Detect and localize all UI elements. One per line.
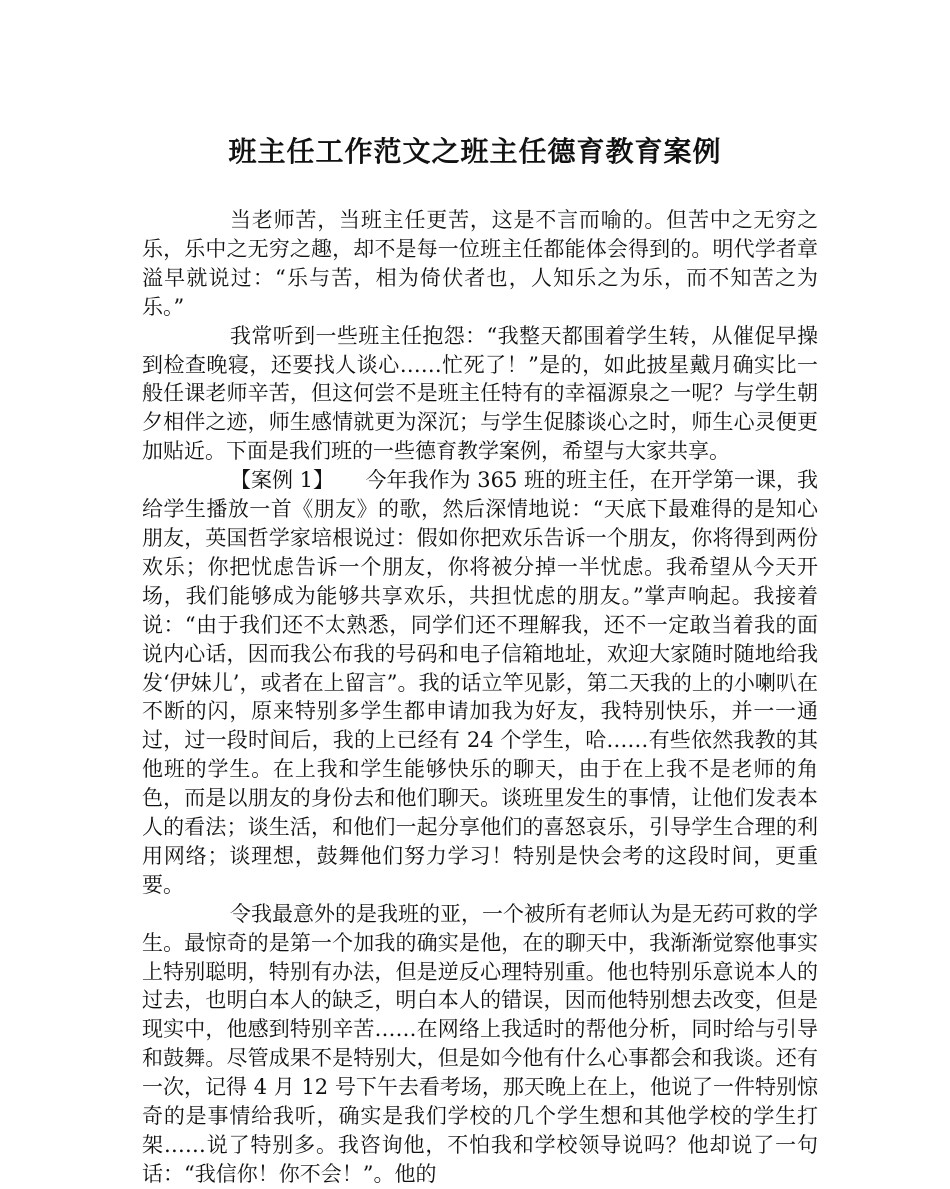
- document-body: [142, 206, 818, 1189]
- paragraph-student-story: 令我最意外的是我班的亚，一个被所有老师认为是无药可救的学生。最惊奇的是第一个加我的确实是他，在的聊天中，我渐渐觉察他事实上特别聪明，特别有办法，但是逆反心理特别重。他也特别乐意说本人的过去，也明白本人的缺乏，明白本人的错误，因而他特别想去改变，但是现实中，他感到特别辛苦……在网络上我适时的帮他分析，同时给与引导和鼓舞。尽管成果不是特别大，但是如今他有什么心事都会和我谈。还有一次，记得 4 月 12 号下午去看考场，那天晚上在上，他说了一件特别惊奇的是事情给我听，确实是我们学校的几个学生想和其他学校的学生打架……说了特别多。我咨询他，不怕我和学校领导说吗？他却说了一句话：“我信你！你不会！”。他的: [142, 901, 818, 1186]
- document-title: 班主任工作范文之班主任德育教育案例: [228, 135, 722, 168]
- paragraph-complaint: 我常听到一些班主任抱怨：“我整天都围着学生转，从催促早操到检查晚寝，还要找人谈心……忙死了！”是的，如此披星戴月确实比一般任课老师辛苦，但这何尝不是班主任特有的幸福源泉之一呢？与学生朝夕相伴之迹，师生感情就更为深沉；与学生促膝谈心之时，师生心灵便更加贴近。下面是我们班的一些德育教学案例，希望与大家共享。: [142, 323, 818, 464]
- paragraph-case-1: 【案例 1】 今年我作为 365 班的班主任，在开学第一课，我给学生播放一首《朋友》的歌，然后深情地说：“天底下最难得的是知心朋友，英国哲学家培根说过：假如你把欢乐告诉一个朋友，你将得到两份欢乐；你把忧虑告诉一个朋友，你将被分掉一半忧虑。我希望从今天开场，我们能够成为能够共享欢乐，共担忧虑的朋友。”掌声响起。我接着说：“由于我们还不太熟悉，同学们还不理解我，还不一定敢当着我的面说内心话，因而我公布我的号码和电子信箱地址，欢迎大家随时随地给我发‘伊妹儿’，或者在上留言”。我的话立竿见影，第二天我的上的小喇叭在不断的闪，原来特别多学生都申请加我为好友，我特别快乐，并一一通过，过一段时间后，我的上已经有 24 个学生，哈……有些依然我教的其他班的学生。在上我和学生能够快乐的聊天，由于在上我不是老师的角色，而是以朋友的身份去和他们聊天。谈班里发生的事情，让他们发表本人的看法；谈生活，和他们一起分享他们的喜怒哀乐，引导学生合理的利用网络；谈理想，鼓舞他们努力学习！特别是快会考的这段时间，更重要。: [142, 468, 818, 897]
- paragraph-intro: 当老师苦，当班主任更苦，这是不言而喻的。但苦中之无穷之乐，乐中之无穷之趣，却不是每一位班主任都能体会得到的。明代学者章溢早就说过：“乐与苦，相为倚伏者也，人知乐之为乐，而不知苦之为乐。”: [142, 208, 818, 319]
